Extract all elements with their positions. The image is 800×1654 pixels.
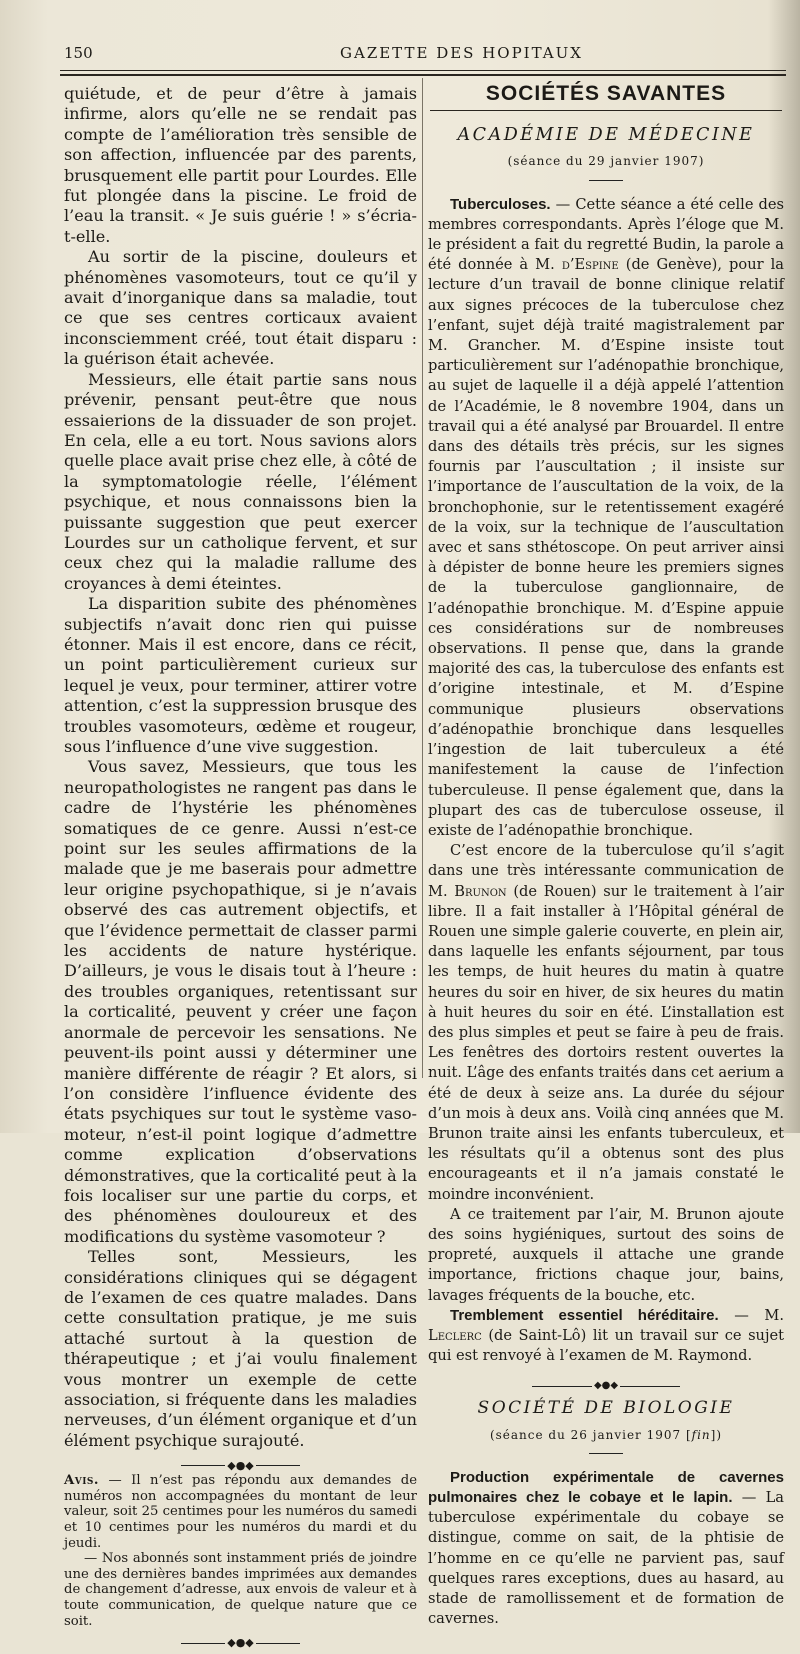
header-rule xyxy=(60,70,786,71)
biology-heading: SOCIÉTÉ DE BIOLOGIE xyxy=(477,1398,735,1419)
paragraph: Au sortir de la piscine, douleurs et phénomènes vasomoteurs, tout ce qu’il y avait d’inorganique dans sa maladie, tout ce que ses centres corticaux avaient inconsciemment créé, tout était disparu : la guérison était achevée. xyxy=(64,247,417,369)
short-rule xyxy=(589,180,623,181)
academy-heading: ACADÉMIE DE MÉDECINE xyxy=(457,125,755,146)
academy-session: (séance du 29 janvier 1907) xyxy=(507,154,705,169)
article-paragraph: A ce traitement par l’air, M. Brunon ajoute des soins hygiéniques, surtout des soins de propreté, auxquels il attache une grande importance, frictions chaque jour, bains, lavages fréquents de la bouche, etc. xyxy=(428,1205,784,1304)
notice-paragraph: — Nos abonnés sont instamment priés de joindre une des dernières bandes imprimées aux demandes de changement d’adresse, aux envois de valeur et à toute communication, de quelque nature que ce soit. xyxy=(64,1551,417,1629)
person-name: Leclerc xyxy=(428,1326,482,1344)
notice-paragraph xyxy=(64,1473,417,1551)
topic-heading: Production expérimentale de cavernes pulmonaires chez le cobaye et le lapin. xyxy=(428,1468,784,1506)
topic-heading: Tuberculoses. xyxy=(450,195,551,213)
section-title: SOCIÉTÉS SAVANTES xyxy=(485,82,727,105)
section-rule xyxy=(430,110,782,111)
ornament-divider: ◆●◆ xyxy=(64,1633,417,1647)
article-paragraph: Tuberculoses. — Cette séance a été celle des membres correspondants. Après l’éloge que M. le président a fait du regretté Budin, la parole a été donnée à M. d’Espine (de Genève), pour la lecture d’un travail de bonne clinique relatif aux signes précoces de la tuberculose chez l’enfant, sujet déjà traité magistralement par M. Grancher. M. d’Espine insiste tout particulièrement sur l’adénopathie bronchique, au sujet de laquelle il a déjà appelé l’attention de l’Académie, le 8 novembre 1904, dans un travail qui a été analysé par Brouardel. Il entre dans des détails très précis, sur les signes fournis par l’auscultation ; il insiste sur l’importance de l’auscultation de la voix, de la bronchophonie, sur le retentissement exagéré de la voix, sur la technique de l’auscultation avec et sans sthétoscope. On peut arriver ainsi à dépister de bonne heure les premiers signes de la tuberculose ganglionnaire, de l’adénopathie bronchique. M. d’Espine appuie ces considérations sur de nombreuses observations. Il pense que, dans la grande majorité des cas, la tuberculose des enfants est d’origine intestinale, et M. d’Espine communique plusieurs observations d’adénopathie bronchique dans lesquelles l’ingestion de lait tuberculeux a été manifestement la cause de l’infection tuberculeuse. Il pense également que, dans la plupart des cas de tuberculose osseuse, il existe de l’adénopathie bronchique. xyxy=(428,195,784,839)
running-head xyxy=(64,44,784,66)
topic-heading: Tremblement essentiel héréditaire. xyxy=(450,1306,719,1324)
short-rule xyxy=(589,1453,623,1454)
biology-session: (séance du 26 janvier 1907 [fin]) xyxy=(489,1427,723,1442)
page-number: 150 xyxy=(64,44,93,62)
article-paragraph: C’est encore de la tuberculose qu’il s’agit dans une très intéressante communication de M. Brunon (de Rouen) sur le traitement à l’air libre. Il a fait installer à l’Hôpital général de Rouen une simple galerie couverte, en plein air, dans laquelle les enfants séjournent, par tous les temps, de huit heures du matin à quatre heures du soir en hiver, de six heures du matin à huit heures du soir en été. L’installation est des plus simples et peut se faire à peu de frais. Les fenêtres des dortoirs restent ouvertes la nuit. L’âge des enfants traités dans cet aerium a été de deux à seize ans. La durée du séjour d’un mois à deux ans. Voilà cinq années que M. Brunon traite ainsi les enfants tuberculeux, et les résultats qu’il a obtenus sont des plus encourageants et il n’a jamais constaté le moindre inconvénient. xyxy=(428,842,785,1203)
paragraph: Messieurs, elle était partie sans nous prévenir, pensant peut-être que nous essaierions de la dissuader de son projet. En cela, elle a eu tort. Nous savions alors quelle place avait prise chez elle, à côté de la symptomatologie réelle, l’élément psychique, et nous connaissons bien la puissante suggestion que peut exercer Lourdes sur un catholique fervent, et sur ceux chez qui la maladie rallume des croyances à demi éteintes. xyxy=(64,369,417,593)
header-rule-thick xyxy=(60,74,786,76)
ornament-divider: ◆●◆ xyxy=(428,1376,784,1388)
left-column xyxy=(64,84,417,1651)
column-divider xyxy=(422,78,423,1078)
article-paragraph: Production expérimentale de cavernes pulmonaires chez le cobaye et le lapin. — La tuberculose expérimentale du cobaye se distingue, comme on sait, de la phtisie de l’homme en ce qu’elle ne parvient pas, sauf quelques rares exceptions, dues au hasard, au stade de ramollissement et de formation de cavernes. xyxy=(428,1468,785,1628)
person-name: Brunon xyxy=(454,882,507,900)
paragraph: Telles sont, Messieurs, les considérations cliniques qui se dégagent de l’examen de ces quatre malades. Dans cette consultation pratique, je me suis attaché surtout à la question de thérapeutique ; et j’ai voulu finalement vous montrer un exemple de cette association, si fréquente dans les maladies nerveuses, d’un élément organique et d’un élément psychique surajouté. xyxy=(64,1247,417,1450)
right-column xyxy=(428,84,784,1629)
paragraph: La disparition subite des phénomènes subjectifs n’avait donc rien qui puisse étonner. Mais il est encore, dans ce récit, un point particulièrement curieux sur lequel je veux, pour terminer, attirer votre attention, c’est la suppression brusque des troubles vasomoteurs, œdème et rougeur, sous l’influence d’une vive suggestion. xyxy=(64,594,417,756)
notice-lead: Avis. xyxy=(64,1473,100,1489)
ornament-divider: ◆●◆ xyxy=(64,1455,417,1469)
notice-text: — Il n’est pas répondu aux demandes de numéros non accompagnées du montant de leur valeur, soit 25 centimes pour les numéros du samedi et 10 centimes pour les numéros du mardi et du jeudi. xyxy=(64,1473,417,1551)
paragraph: Vous savez, Messieurs, que tous les neuropathologistes ne rangent pas dans le cadre de l’hystérie les phénomènes somatiques de ce genre. Aussi n’est-ce point sur les seules affirmations de la malade que je me baserais pour admettre leur origine psychopathique, si je n’avais observé des cas autrement objectifs, et que l’évidence permettait de classer parmi les accidents de nature hystérique. D’ailleurs, je vous le disais tout à l’heure : des troubles organiques, retentissant sur la corticalité, peuvent y créer une façon anormale de percevoir les sensations. Ne peuvent-ils point aussi y déterminer une manière différente de réagir ? Et alors, si l’on considère l’influence évidente des états psychiques sur tout le système vaso-moteur, n’est-il point logique d’admettre comme explication d’observations démonstratives, que la corticalité peut à la fois localiser sur une partie du corps, et des phénomènes douloureux et des modifications du système vasomoteur ? xyxy=(64,757,417,1246)
person-name: d’Espine xyxy=(561,256,619,274)
subscriber-notice xyxy=(64,1473,417,1629)
journal-title: GAZETTE DES HOPITAUX xyxy=(340,44,583,62)
article-paragraph: Tremblement essentiel héréditaire. — M. Leclerc (de Saint-Lô) lit un travail sur ce sujet qui est renvoyé à l’examen de M. Raymond. xyxy=(428,1306,784,1365)
paragraph: quiétude, et de peur d’être à jamais infirme, alors qu’elle ne se rendait pas compte de l’amélioration très sensible de son affection, influencée par des parents, brusquement elle partit pour Lourdes. Elle fut plongée dans la piscine. Le froid de l’eau la transit. « Je suis guérie ! » s’écria-t-elle. xyxy=(64,84,417,246)
